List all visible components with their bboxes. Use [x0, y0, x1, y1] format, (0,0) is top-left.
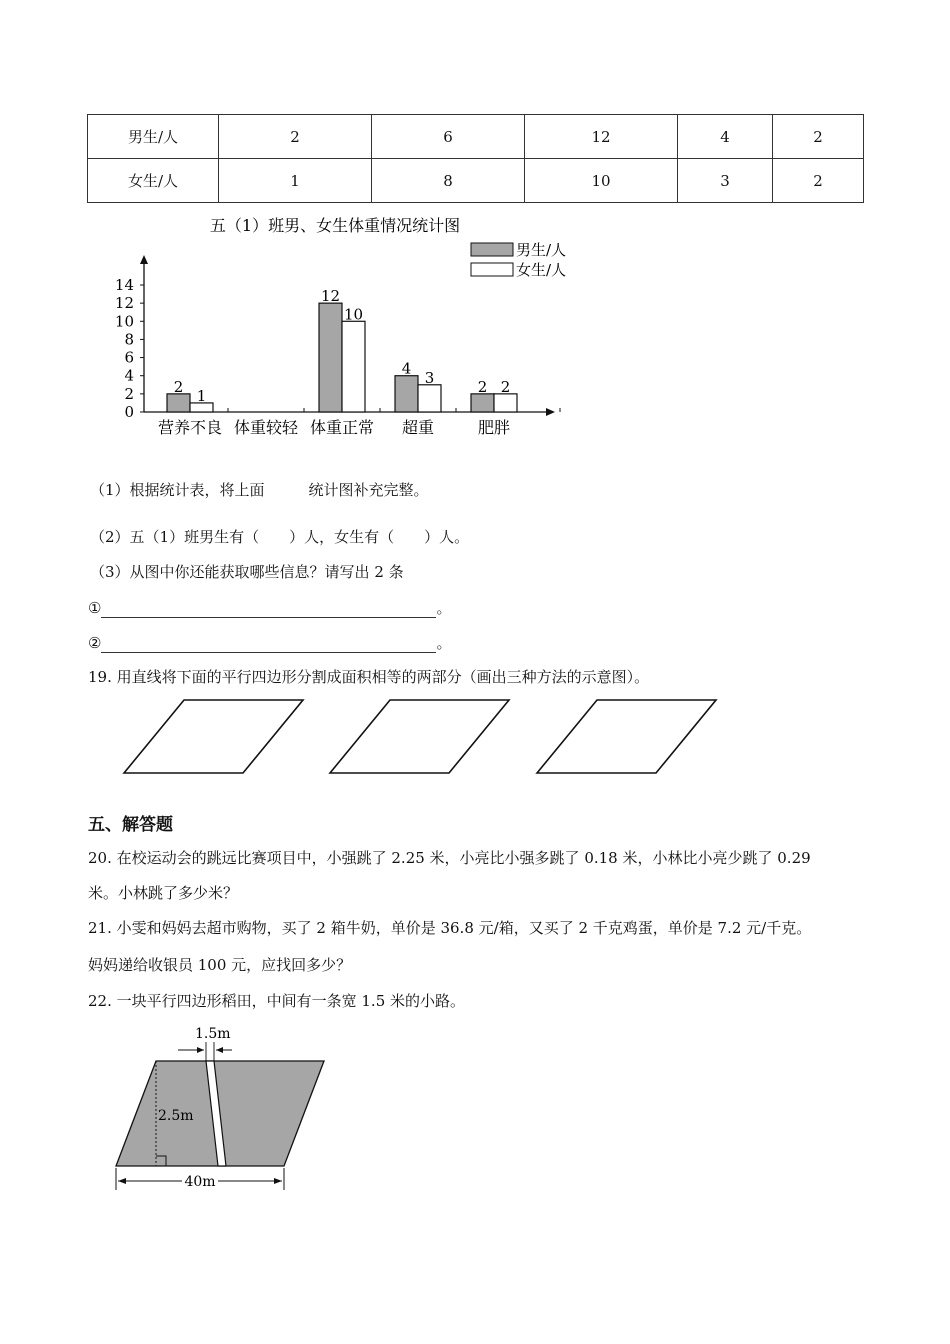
bar-girls [342, 321, 365, 412]
table-cell: 4 [678, 115, 773, 159]
table-cell: 2 [773, 115, 864, 159]
arrow-right-icon [274, 1178, 282, 1184]
width-label: 1.5m [195, 1026, 231, 1042]
parallelogram-shape-2[interactable] [330, 700, 509, 773]
parallelogram-row [110, 690, 730, 785]
x-category-label: 营养不良 [157, 418, 223, 437]
table-row [88, 115, 864, 159]
answer-blank-2[interactable] [101, 652, 436, 653]
legend-label-boys: 男生/人 [516, 241, 567, 259]
x-category-label: 肥胖 [477, 418, 511, 437]
weight-bar-chart [0, 205, 620, 445]
answer-line-1-marker: ① [88, 599, 102, 617]
x-category-label: 体重较轻 [233, 418, 299, 437]
table-cell: 3 [678, 159, 773, 203]
bar-value-label: 2 [500, 377, 511, 396]
rice-field-figure [100, 1020, 360, 1200]
row-label: 男生/人 [88, 115, 219, 159]
legend-swatch-boys [471, 243, 513, 256]
answer-line-2-marker: ② [88, 634, 102, 652]
arrow-left-icon [216, 1047, 223, 1053]
y-tick-label: 14 [114, 276, 134, 294]
table-cell: 1 [219, 159, 372, 203]
weight-stats-table [87, 114, 864, 203]
parallelogram-shape-3[interactable] [537, 700, 716, 773]
table-cell: 12 [525, 115, 678, 159]
legend-swatch-girls [471, 263, 513, 276]
height-label: 2.5m [158, 1108, 194, 1124]
y-tick-label: 0 [124, 403, 134, 421]
parallelogram-shape-1[interactable] [124, 700, 303, 773]
row-label: 女生/人 [88, 159, 219, 203]
q18-part1-text-a: （1）根据统计表，将上面 [90, 481, 265, 499]
y-tick-label: 12 [114, 294, 134, 313]
bar-boys [167, 394, 190, 412]
base-label: 40m [184, 1174, 216, 1190]
table-cell: 2 [219, 115, 372, 159]
table-cell: 10 [525, 159, 678, 203]
answer-line-2 [88, 632, 451, 653]
q19-text: 19. 用直线将下面的平行四边形分割成面积相等的两部分（画出三种方法的示意图）。 [88, 668, 650, 686]
q22-text: 22. 一块平行四边形稻田，中间有一条宽 1.5 米的小路。 [88, 992, 466, 1010]
bar-value-label: 2 [173, 377, 184, 396]
q20-line1: 20. 在校运动会的跳远比赛项目中，小强跳了 2.25 米，小亮比小强多跳了 0.18 米，小林比小亮少跳了 0.29 [88, 849, 811, 867]
q18-part3: （3）从图中你还能获取哪些信息？请写出 2 条 [90, 563, 404, 581]
y-tick-label: 4 [124, 366, 134, 385]
arrow-left-icon [118, 1178, 126, 1184]
table-row [88, 159, 864, 203]
y-tick-label: 10 [114, 312, 134, 331]
bar-value-label: 1 [196, 386, 207, 405]
x-category-label: 体重正常 [309, 418, 375, 437]
bar-value-label: 3 [424, 368, 435, 387]
bar-value-label: 2 [477, 377, 488, 396]
q20-line2: 米。小林跳了多少米？ [88, 884, 239, 902]
bar-boys [395, 376, 418, 412]
bar-boys [471, 394, 494, 412]
q18-part1 [90, 479, 429, 500]
answer-line-2-end: 。 [436, 634, 452, 652]
table-cell: 8 [372, 159, 525, 203]
bar-girls [418, 385, 441, 412]
answer-line-1-end: 。 [436, 599, 452, 617]
answer-blank-1[interactable] [101, 617, 436, 618]
arrow-right-icon [197, 1047, 204, 1053]
answer-line-1 [88, 597, 451, 618]
bar-value-label: 10 [343, 305, 364, 324]
q21-line2: 妈妈递给收银员 100 元，应找回多少？ [88, 956, 352, 974]
table-cell: 2 [773, 159, 864, 203]
legend-label-girls: 女生/人 [516, 261, 567, 279]
q18-part1-text-b: 统计图补充完整。 [308, 481, 429, 499]
bar-value-label: 4 [401, 359, 412, 378]
y-tick-label: 8 [124, 330, 134, 349]
x-category-label: 超重 [401, 418, 435, 437]
chart-legend [471, 241, 566, 279]
y-tick-label: 6 [124, 348, 134, 367]
y-tick-label: 2 [124, 384, 134, 403]
y-axis-arrow-icon [140, 255, 148, 264]
q18-part2: （2）五（1）班男生有（ ）人，女生有（ ）人。 [90, 528, 470, 546]
chart-title: 五（1）班男、女生体重情况统计图 [209, 216, 461, 235]
bar-value-label: 12 [320, 287, 341, 306]
q21-line1: 21. 小雯和妈妈去超市购物，买了 2 箱牛奶，单价是 36.8 元/箱，又买了 2 千克鸡蛋，单价是 7.2 元/千克。 [88, 919, 812, 937]
bar-boys [319, 303, 342, 412]
bar-girls [494, 394, 517, 412]
section-heading: 五、解答题 [88, 815, 173, 835]
table-cell: 6 [372, 115, 525, 159]
x-axis-arrow-icon [546, 408, 555, 416]
